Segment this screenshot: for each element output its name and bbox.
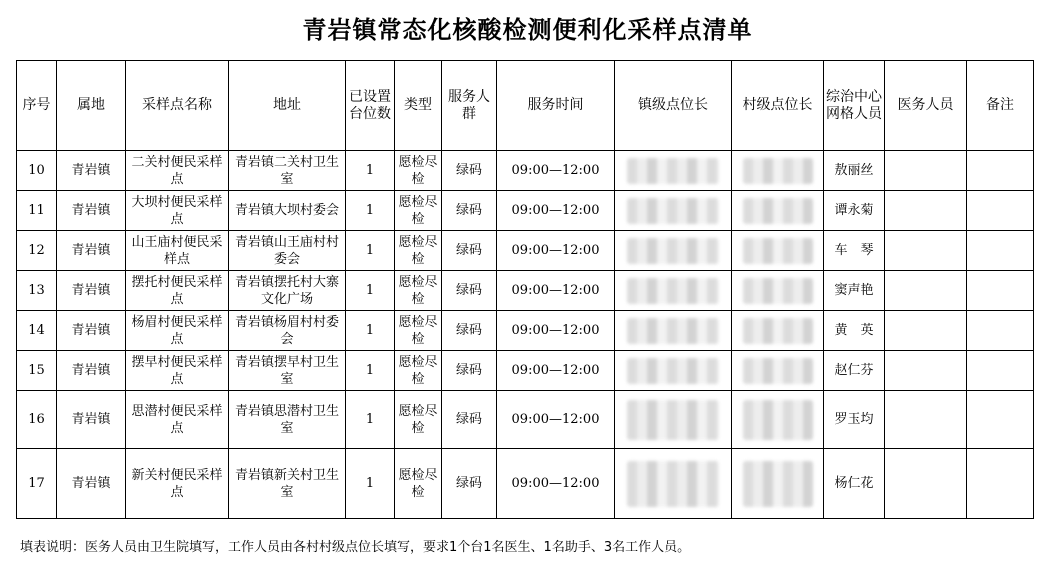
cell-seq: 10: [17, 151, 57, 191]
cell-type: 愿检尽检: [395, 391, 442, 449]
cell-units: 1: [346, 449, 395, 519]
redacted-block: [743, 158, 813, 184]
cell-village-leader: [732, 191, 824, 231]
redacted-block: [627, 318, 719, 344]
header-type: 类型: [395, 61, 442, 151]
cell-grid-person: 谭永菊: [824, 191, 885, 231]
cell-units: 1: [346, 311, 395, 351]
cell-remark: [967, 151, 1034, 191]
cell-belong: 青岩镇: [57, 449, 126, 519]
document-title: 青岩镇常态化核酸检测便利化采样点清单: [302, 16, 753, 44]
header-grid-person: 综治中心网格人员: [824, 61, 885, 151]
redacted-block: [627, 158, 719, 184]
cell-seq: 15: [17, 351, 57, 391]
cell-belong: 青岩镇: [57, 311, 126, 351]
cell-time: 09:00—12:00: [497, 449, 615, 519]
cell-units: 1: [346, 191, 395, 231]
cell-type: 愿检尽检: [395, 351, 442, 391]
cell-grid-person: 黄 英: [824, 311, 885, 351]
cell-address: 青岩镇摆托村大寨文化广场: [229, 271, 346, 311]
header-village-leader: 村级点位长: [732, 61, 824, 151]
cell-belong: 青岩镇: [57, 151, 126, 191]
cell-medical: [885, 191, 967, 231]
cell-belong: 青岩镇: [57, 351, 126, 391]
cell-village-leader: [732, 271, 824, 311]
cell-time: 09:00—12:00: [497, 391, 615, 449]
cell-remark: [967, 449, 1034, 519]
cell-belong: 青岩镇: [57, 191, 126, 231]
cell-town-leader: [615, 231, 732, 271]
cell-units: 1: [346, 151, 395, 191]
cell-address: 青岩镇二关村卫生室: [229, 151, 346, 191]
cell-belong: 青岩镇: [57, 271, 126, 311]
cell-group: 绿码: [442, 231, 497, 271]
cell-grid-person: 窦声艳: [824, 271, 885, 311]
cell-type: 愿检尽检: [395, 231, 442, 271]
cell-grid-person: 车 琴: [824, 231, 885, 271]
cell-site: 山王庙村便民采样点: [126, 231, 229, 271]
table-row: [17, 391, 1034, 449]
cell-seq: 13: [17, 271, 57, 311]
cell-town-leader: [615, 351, 732, 391]
cell-grid-person: 赵仁芬: [824, 351, 885, 391]
cell-belong: 青岩镇: [57, 391, 126, 449]
table-row: [17, 351, 1034, 391]
cell-time: 09:00—12:00: [497, 191, 615, 231]
cell-remark: [967, 391, 1034, 449]
header-group: 服务人群: [442, 61, 497, 151]
header-site: 采样点名称: [126, 61, 229, 151]
redacted-block: [627, 358, 719, 384]
header-town-leader: 镇级点位长: [615, 61, 732, 151]
cell-site: 大坝村便民采样点: [126, 191, 229, 231]
cell-address: 青岩镇摆早村卫生室: [229, 351, 346, 391]
fill-instructions: 填表说明：医务人员由卫生院填写，工作人员由各村村级点位长填写，要求1个台1名医生、1名助手、3名工作人员。: [20, 540, 691, 555]
redacted-block: [743, 278, 813, 304]
header-address: 地址: [229, 61, 346, 151]
cell-type: 愿检尽检: [395, 191, 442, 231]
cell-medical: [885, 449, 967, 519]
header-row: [17, 61, 1034, 151]
cell-remark: [967, 271, 1034, 311]
cell-town-leader: [615, 151, 732, 191]
header-remark: 备注: [967, 61, 1034, 151]
cell-units: 1: [346, 231, 395, 271]
cell-address: 青岩镇新关村卫生室: [229, 449, 346, 519]
cell-group: 绿码: [442, 271, 497, 311]
table-row: [17, 191, 1034, 231]
redacted-block: [743, 461, 813, 507]
cell-address: 青岩镇思潜村卫生室: [229, 391, 346, 449]
cell-time: 09:00—12:00: [497, 271, 615, 311]
cell-type: 愿检尽检: [395, 449, 442, 519]
header-seq: 序号: [17, 61, 57, 151]
cell-site: 摆托村便民采样点: [126, 271, 229, 311]
cell-remark: [967, 231, 1034, 271]
cell-time: 09:00—12:00: [497, 231, 615, 271]
cell-seq: 16: [17, 391, 57, 449]
cell-site: 二关村便民采样点: [126, 151, 229, 191]
cell-group: 绿码: [442, 151, 497, 191]
cell-site: 杨眉村便民采样点: [126, 311, 229, 351]
cell-village-leader: [732, 231, 824, 271]
redacted-block: [627, 461, 719, 507]
cell-group: 绿码: [442, 311, 497, 351]
table-row: [17, 151, 1034, 191]
cell-seq: 11: [17, 191, 57, 231]
redacted-block: [743, 238, 813, 264]
cell-village-leader: [732, 151, 824, 191]
cell-town-leader: [615, 311, 732, 351]
cell-group: 绿码: [442, 191, 497, 231]
cell-medical: [885, 311, 967, 351]
cell-seq: 17: [17, 449, 57, 519]
cell-remark: [967, 311, 1034, 351]
cell-time: 09:00—12:00: [497, 351, 615, 391]
cell-units: 1: [346, 271, 395, 311]
cell-medical: [885, 351, 967, 391]
cell-group: 绿码: [442, 391, 497, 449]
header-belong: 属地: [57, 61, 126, 151]
cell-medical: [885, 271, 967, 311]
cell-units: 1: [346, 391, 395, 449]
cell-seq: 12: [17, 231, 57, 271]
redacted-block: [627, 400, 719, 440]
header-time: 服务时间: [497, 61, 615, 151]
table-row: [17, 311, 1034, 351]
cell-time: 09:00—12:00: [497, 311, 615, 351]
cell-town-leader: [615, 449, 732, 519]
cell-grid-person: 杨仁花: [824, 449, 885, 519]
cell-group: 绿码: [442, 449, 497, 519]
cell-grid-person: 罗玉均: [824, 391, 885, 449]
cell-site: 新关村便民采样点: [126, 449, 229, 519]
sampling-sites-table: [16, 60, 1034, 519]
cell-village-leader: [732, 311, 824, 351]
table-row: [17, 231, 1034, 271]
redacted-block: [743, 198, 813, 224]
header-units: 已设置台位数: [346, 61, 395, 151]
cell-village-leader: [732, 391, 824, 449]
cell-type: 愿检尽检: [395, 271, 442, 311]
cell-units: 1: [346, 351, 395, 391]
cell-village-leader: [732, 351, 824, 391]
cell-type: 愿检尽检: [395, 311, 442, 351]
redacted-block: [627, 238, 719, 264]
cell-town-leader: [615, 271, 732, 311]
redacted-block: [627, 278, 719, 304]
cell-seq: 14: [17, 311, 57, 351]
cell-remark: [967, 351, 1034, 391]
cell-address: 青岩镇山王庙村村委会: [229, 231, 346, 271]
cell-time: 09:00—12:00: [497, 151, 615, 191]
cell-site: 思潜村便民采样点: [126, 391, 229, 449]
cell-type: 愿检尽检: [395, 151, 442, 191]
cell-medical: [885, 391, 967, 449]
cell-medical: [885, 231, 967, 271]
redacted-block: [743, 400, 813, 440]
redacted-block: [743, 318, 813, 344]
cell-medical: [885, 151, 967, 191]
cell-belong: 青岩镇: [57, 231, 126, 271]
cell-town-leader: [615, 391, 732, 449]
cell-town-leader: [615, 191, 732, 231]
cell-village-leader: [732, 449, 824, 519]
cell-remark: [967, 191, 1034, 231]
cell-address: 青岩镇大坝村委会: [229, 191, 346, 231]
table-row: [17, 449, 1034, 519]
header-medical: 医务人员: [885, 61, 967, 151]
redacted-block: [743, 358, 813, 384]
cell-address: 青岩镇杨眉村村委会: [229, 311, 346, 351]
table-row: [17, 271, 1034, 311]
cell-group: 绿码: [442, 351, 497, 391]
cell-grid-person: 敖丽丝: [824, 151, 885, 191]
cell-site: 摆早村便民采样点: [126, 351, 229, 391]
redacted-block: [627, 198, 719, 224]
